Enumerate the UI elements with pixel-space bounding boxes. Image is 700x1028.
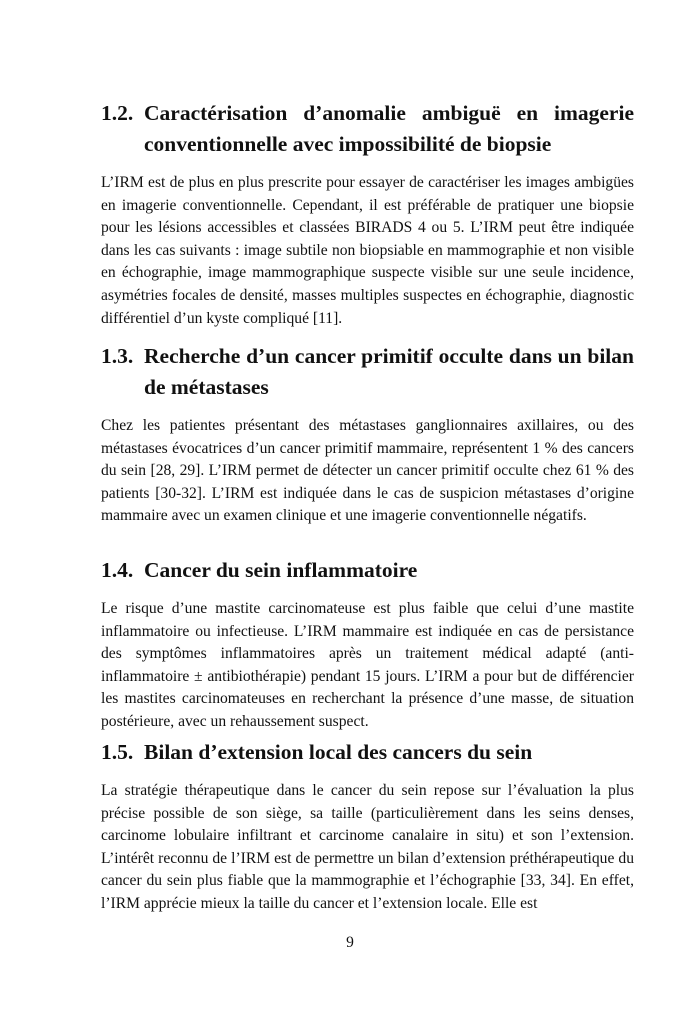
section-heading (101, 98, 634, 160)
section-number: 1.2. (101, 101, 134, 125)
section-number: 1.3. (101, 344, 134, 368)
section-paragraph: La stratégie thérapeutique dans le cancer du sein repose sur l’évaluation la plus précise possible de son siège, sa taille (particulièrement dans les seins denses, carcinome lobulaire infiltrant et carcinome canalaire in situ) et son l’extension. L’intérêt reconnu de l’IRM est de permettre un bilan d’extension préthérapeutique du cancer du sein plus fiable que la mammographie et l’échographie [33, 34]. En effet, l’IRM apprécie mieux la taille du cancer et l’extension locale. Elle est (101, 782, 634, 912)
section-title: Recherche d’un cancer primitif occulte dans un bilan de métastases (144, 344, 634, 399)
section-title: Cancer du sein inflammatoire (144, 558, 418, 582)
section-heading (101, 341, 634, 403)
section-number: 1.4. (101, 558, 134, 582)
section-1-3 (101, 341, 634, 528)
section-title: Bilan d’extension local des cancers du sein (144, 740, 533, 764)
page-number: 9 (346, 934, 354, 951)
section-heading (101, 555, 634, 586)
section-1-2 (101, 98, 634, 330)
section-1-4 (101, 555, 634, 734)
section-paragraph: L’IRM est de plus en plus prescrite pour essayer de caractériser les images ambigües en imagerie conventionnelle. Cependant, il est préférable de pratiquer une biopsie pour les lésions accessibles et classées BIRADS 4 ou 5. L’IRM peut être indiquée dans les cas suivants : image subtile non biopsiable en mammographie et non visible en échographie, image mammographique suspecte visible sur une seule incidence, asymétries focales de densité, masses multiples suspectes en échographie, diagnostic différentiel d’un kyste compliqué [11]. (101, 174, 634, 327)
section-1-5 (101, 737, 634, 916)
section-paragraph: Chez les patientes présentant des métastases ganglionnaires axillaires, ou des métastases évocatrices d’un cancer primitif mammaire, représentent 1 % des cancers du sein [28, 29]. L’IRM permet de détecter un cancer primitif occulte chez 61 % des patients [30-32]. L’IRM est indiquée dans le cas de suspicion métastases d’origine mammaire avec un examen clinique et une imagerie conventionnelle négatifs. (101, 417, 634, 525)
section-title: Caractérisation d’anomalie ambiguë en imagerie conventionnelle avec impossibilité de biopsie (144, 101, 634, 156)
section-paragraph: Le risque d’une mastite carcinomateuse est plus faible que celui d’une mastite inflammatoire ou infectieuse. L’IRM mammaire est indiquée en cas de persistance des symptômes inflammatoires après un traitement médical adapté (anti-inflammatoire ± antibiothérapie) pendant 15 jours. L’IRM a pour but de différencier les mastites carcinomateuses en recherchant la présence d’une masse, de situation postérieure, avec un rehaussement suspect. (101, 600, 634, 730)
section-heading (101, 737, 634, 768)
section-number: 1.5. (101, 740, 134, 764)
